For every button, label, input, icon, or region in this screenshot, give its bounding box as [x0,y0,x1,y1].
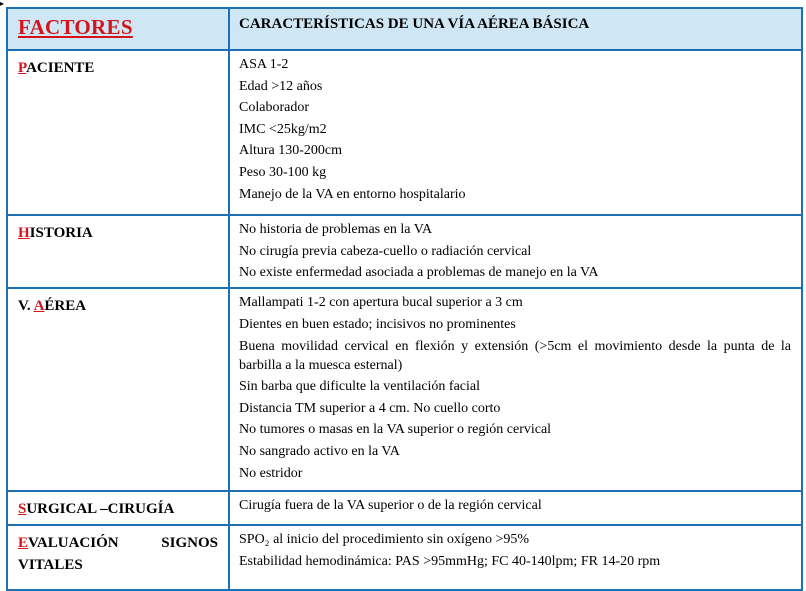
list-item: Sin barba que dificulte la ventilación facial [239,379,481,395]
factor-cell [7,491,229,525]
header-factors: FACTORES [18,15,133,39]
table-row-surgical [7,491,802,525]
factor-prefix: V. [18,298,34,314]
list-item: Colaborador [239,100,309,116]
characteristics-cell [229,50,802,215]
list-item: Distancia TM superior a 4 cm. No cuello corto [239,400,501,416]
list-item: Mallampati 1-2 con apertura bucal superior a 3 cm [239,295,523,310]
factor-rest: ISTORIA [29,225,93,241]
factor-cell [7,288,229,491]
factor-initial: E [18,535,29,551]
factor-rest: ACIENTE [26,60,95,76]
factor-initial: S [18,501,27,517]
list-item: SPO₂ al inicio del procedimiento sin oxígeno >95% [239,532,530,547]
list-item: No estridor [239,465,303,481]
factor-initial: H [18,225,30,241]
characteristics-cell [229,215,802,288]
factor-cell [7,215,229,288]
list-item: Manejo de la VA en entorno hospitalario [239,186,466,202]
header-factors-cell [7,8,229,50]
list-item: No cirugía previa cabeza-cuello o radiación cervical [239,243,532,259]
list-item: Dientes en buen estado; incisivos no prominentes [239,316,516,332]
table-row-evaluacion [7,525,802,590]
list-item: No tumores o masas en la VA superior o región cervical [239,422,552,438]
list-item: No historia de problemas en la VA [239,222,433,237]
table-row-paciente [7,50,802,215]
factor-rest: ÉREA [44,298,87,314]
header-characteristics-cell [229,8,802,50]
table-row-via-aerea [7,288,802,491]
factor-name-evaluacion [18,532,218,576]
list-item: Edad >12 años [239,78,323,94]
basic-airway-table [6,7,803,591]
factor-initial: A [33,298,45,314]
characteristics-cell [229,288,802,491]
factor-name-paciente [18,57,218,79]
factor-initial: P [18,60,27,76]
factor-cell [7,50,229,215]
list-item: Buena movilidad cervical en flexión y extensión (>5cm el movimiento desde la punta de la barbilla a la muesca esternal) [239,339,791,374]
table-header-row [7,8,802,50]
factor-name-historia [18,222,218,244]
header-characteristics: CARACTERÍSTICAS DE UNA VÍA AÉREA BÁSICA [239,16,590,32]
factor-name-via-aerea [18,295,218,317]
table-row-historia [7,215,802,288]
list-item: ASA 1-2 [239,57,289,72]
list-item: IMC <25kg/m2 [239,121,327,137]
factor-cell [7,525,229,590]
factor-rest: VALUACIÓN SIGNOS VITALES [18,535,218,573]
list-item: Peso 30-100 kg [239,164,327,180]
list-item: Cirugía fuera de la VA superior o de la región cervical [239,498,542,513]
characteristics-cell [229,491,802,525]
list-item: Estabilidad hemodinámica: PAS >95mmHg; FC 40-140lpm; FR 14-20 rpm [239,553,661,569]
list-item: Altura 130-200cm [239,143,343,159]
list-item: No sangrado activo en la VA [239,443,400,459]
characteristics-cell [229,525,802,590]
factor-name-surgical [18,498,218,520]
corner-marker: ▸ [0,0,5,8]
factor-rest: URGICAL –CIRUGÍA [26,501,175,517]
list-item: No existe enfermedad asociada a problemas de manejo en la VA [239,265,599,281]
